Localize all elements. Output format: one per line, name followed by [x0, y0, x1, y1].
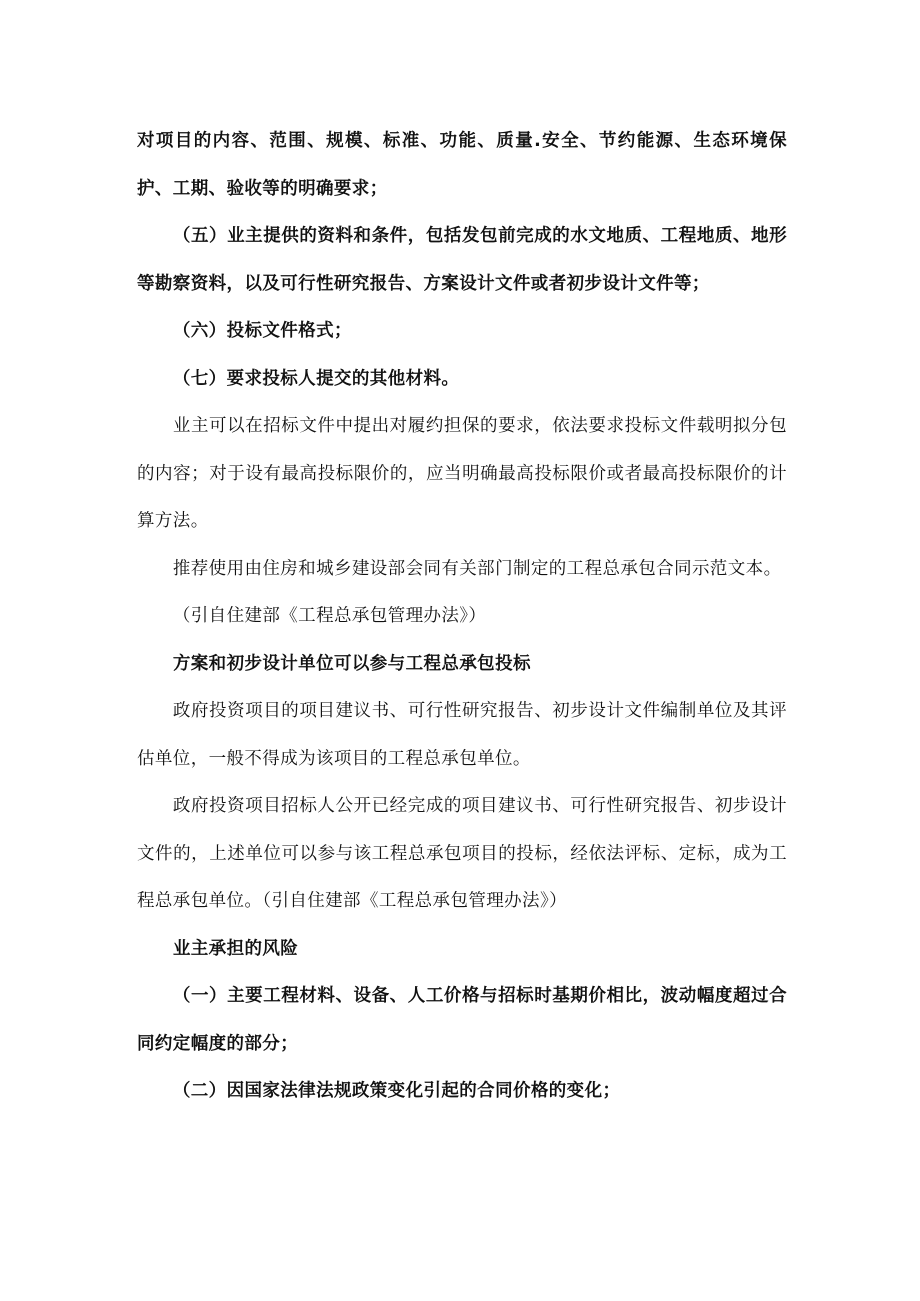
- paragraph-risk-one: （一）主要工程材料、设备、人工价格与招标时基期价相比，波动幅度超过合同约定幅度的部分；: [137, 986, 787, 1054]
- paragraph-performance-guarantee: 业主可以在招标文件中提出对履约担保的要求，依法要求投标文件载明拟分包的内容；对于设有最高投标限价的，应当明确最高投标限价或者最高投标限价的计算方法。: [137, 416, 787, 531]
- paragraph-item-five: （五）业主提供的资料和条件，包括发包前完成的水文地质、工程地质、地形等勘察资料，以及可行性研究报告、方案设计文件或者初步设计文件等；: [137, 226, 787, 294]
- paragraph-requirements-continued: 对项目的内容、范围、规模、标准、功能、质量.安全、节约能源、生态环境保护、工期、验收等的明确要求；: [137, 131, 787, 199]
- paragraph-design-units-exception: 政府投资项目招标人公开已经完成的项目建议书、可行性研究报告、初步设计文件的，上述单位可以参与该工程总承包项目的投标，经依法评标、定标，成为工程总承包单位。（引自住建部《工程总承包管理办法》）: [137, 796, 787, 911]
- paragraph-item-seven: （七）要求投标人提交的其他材料。: [172, 368, 460, 389]
- document-page: [137, 118, 787, 1116]
- citation-1: （引自住建部《工程总承包管理办法》）: [172, 606, 487, 626]
- section-heading-owner-risk: 业主承担的风险: [172, 938, 299, 959]
- paragraph-model-contract: 推荐使用由住房和城乡建设部会同有关部门制定的工程总承包合同示范文本。: [172, 558, 782, 579]
- paragraph-design-units-restriction: 政府投资项目的项目建议书、可行性研究报告、初步设计文件编制单位及其评估单位，一般不得成为该项目的工程总承包单位。: [137, 701, 787, 769]
- section-heading-design-units: 方案和初步设计单位可以参与工程总承包投标: [172, 653, 531, 674]
- paragraph-risk-two: （二）因国家法律法规政策变化引起的合同价格的变化；: [172, 1081, 621, 1101]
- paragraph-item-six: （六）投标文件格式；: [172, 321, 352, 341]
